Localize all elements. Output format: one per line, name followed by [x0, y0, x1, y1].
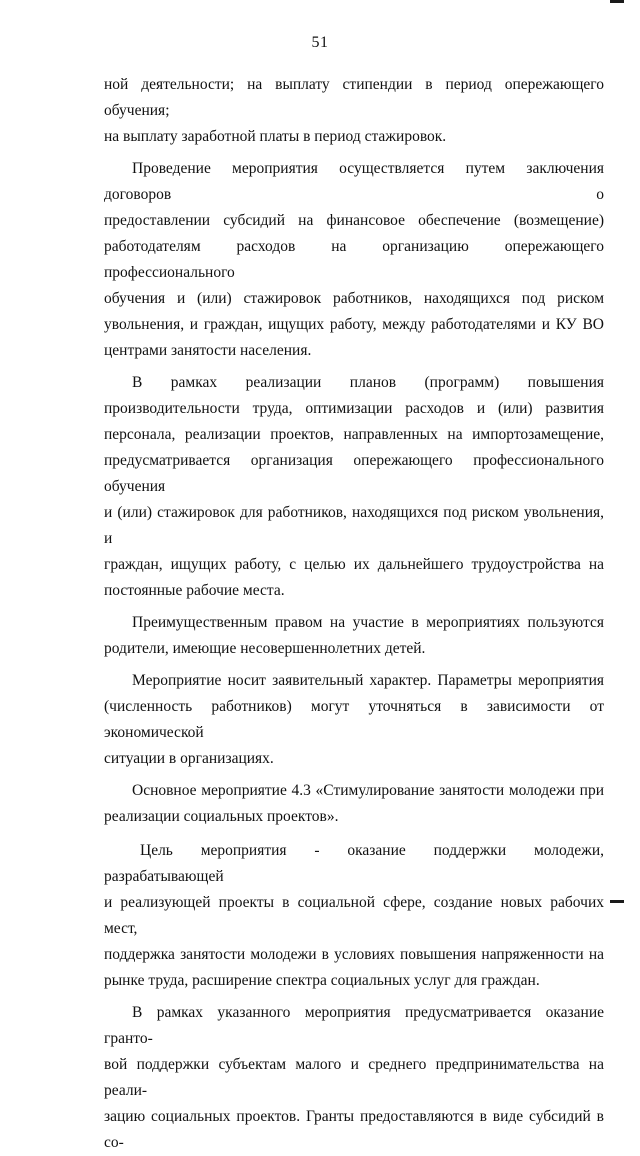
text-line: родители, имеющие несовершеннолетних детей. — [104, 640, 426, 657]
page-number: 51 — [311, 34, 329, 51]
text-line: центрами занятости населения. — [104, 342, 312, 359]
text-line: и реализующей проекты в социальной сфере, создание новых рабочих мест, — [104, 894, 604, 937]
text-line: обучения и (или) стажировок работников, находящихся под риском — [104, 290, 604, 307]
text-line: ной деятельности; на выплату стипендии в период опережающего обучения; — [104, 76, 604, 119]
text-line: Преимущественным правом на участие в мероприятиях пользуются — [132, 614, 604, 631]
text-line: и (или) стажировок для работников, находящихся под риском увольнения, и — [104, 504, 604, 547]
paragraph-3 — [104, 370, 604, 604]
text-line: В рамках реализации планов (программ) повышения — [132, 374, 604, 391]
paragraph-8 — [104, 1000, 604, 1156]
text-line: персонала, реализации проектов, направленных на импортозамещение, — [104, 426, 604, 443]
paragraph-2 — [104, 156, 604, 364]
text-line: увольнения, и граждан, ищущих работу, между работодателями и КУ ВО — [104, 316, 604, 333]
text-line: рынке труда, расширение спектра социальных услуг для граждан. — [104, 972, 540, 989]
text-line: Основное мероприятие 4.3 «Стимулирование занятости молодежи при — [132, 782, 604, 799]
paragraph-6 — [104, 778, 604, 830]
text-line: реализации социальных проектов». — [104, 808, 339, 825]
text-line: ситуации в организациях. — [104, 750, 274, 767]
text-line: (численность работников) могут уточняться в зависимости от экономической — [104, 698, 604, 741]
paragraph-4 — [104, 610, 604, 662]
text-line: Мероприятие носит заявительный характер. Параметры мероприятия — [132, 672, 604, 689]
paragraph-7 — [104, 838, 604, 994]
text-line: производительности труда, оптимизации расходов и (или) развития — [104, 400, 604, 417]
text-line: зацию социальных проектов. Гранты предоставляются в виде субсидий в со- — [104, 1108, 604, 1151]
paragraph-5 — [104, 668, 604, 772]
text-line: предусматривается организация опережающего профессионального обучения — [104, 452, 604, 495]
text-line: предоставлении субсидий на финансовое обеспечение (возмещение) — [104, 212, 604, 229]
document-body — [104, 72, 604, 1156]
text-line: работодателям расходов на организацию опережающего профессионального — [104, 238, 604, 281]
scan-corner-mark-bottom — [610, 900, 624, 903]
scan-corner-mark-top — [610, 0, 624, 3]
paragraph-1 — [104, 72, 604, 150]
text-line: граждан, ищущих работу, с целью их дальнейшего трудоустройства на — [104, 556, 604, 573]
text-line: Проведение мероприятия осуществляется путем заключения договоров о — [104, 160, 604, 203]
text-line: В рамках указанного мероприятия предусматривается оказание гранто- — [104, 1004, 604, 1047]
text-line: Цель мероприятия - оказание поддержки молодежи, разрабатывающей — [104, 842, 604, 885]
text-line: на выплату заработной платы в период стажировок. — [104, 128, 447, 145]
text-line: вой поддержки субъектам малого и среднего предпринимательства на реали- — [104, 1056, 604, 1099]
text-line: поддержка занятости молодежи в условиях повышения напряженности на — [104, 946, 604, 963]
text-line: постоянные рабочие места. — [104, 582, 285, 599]
